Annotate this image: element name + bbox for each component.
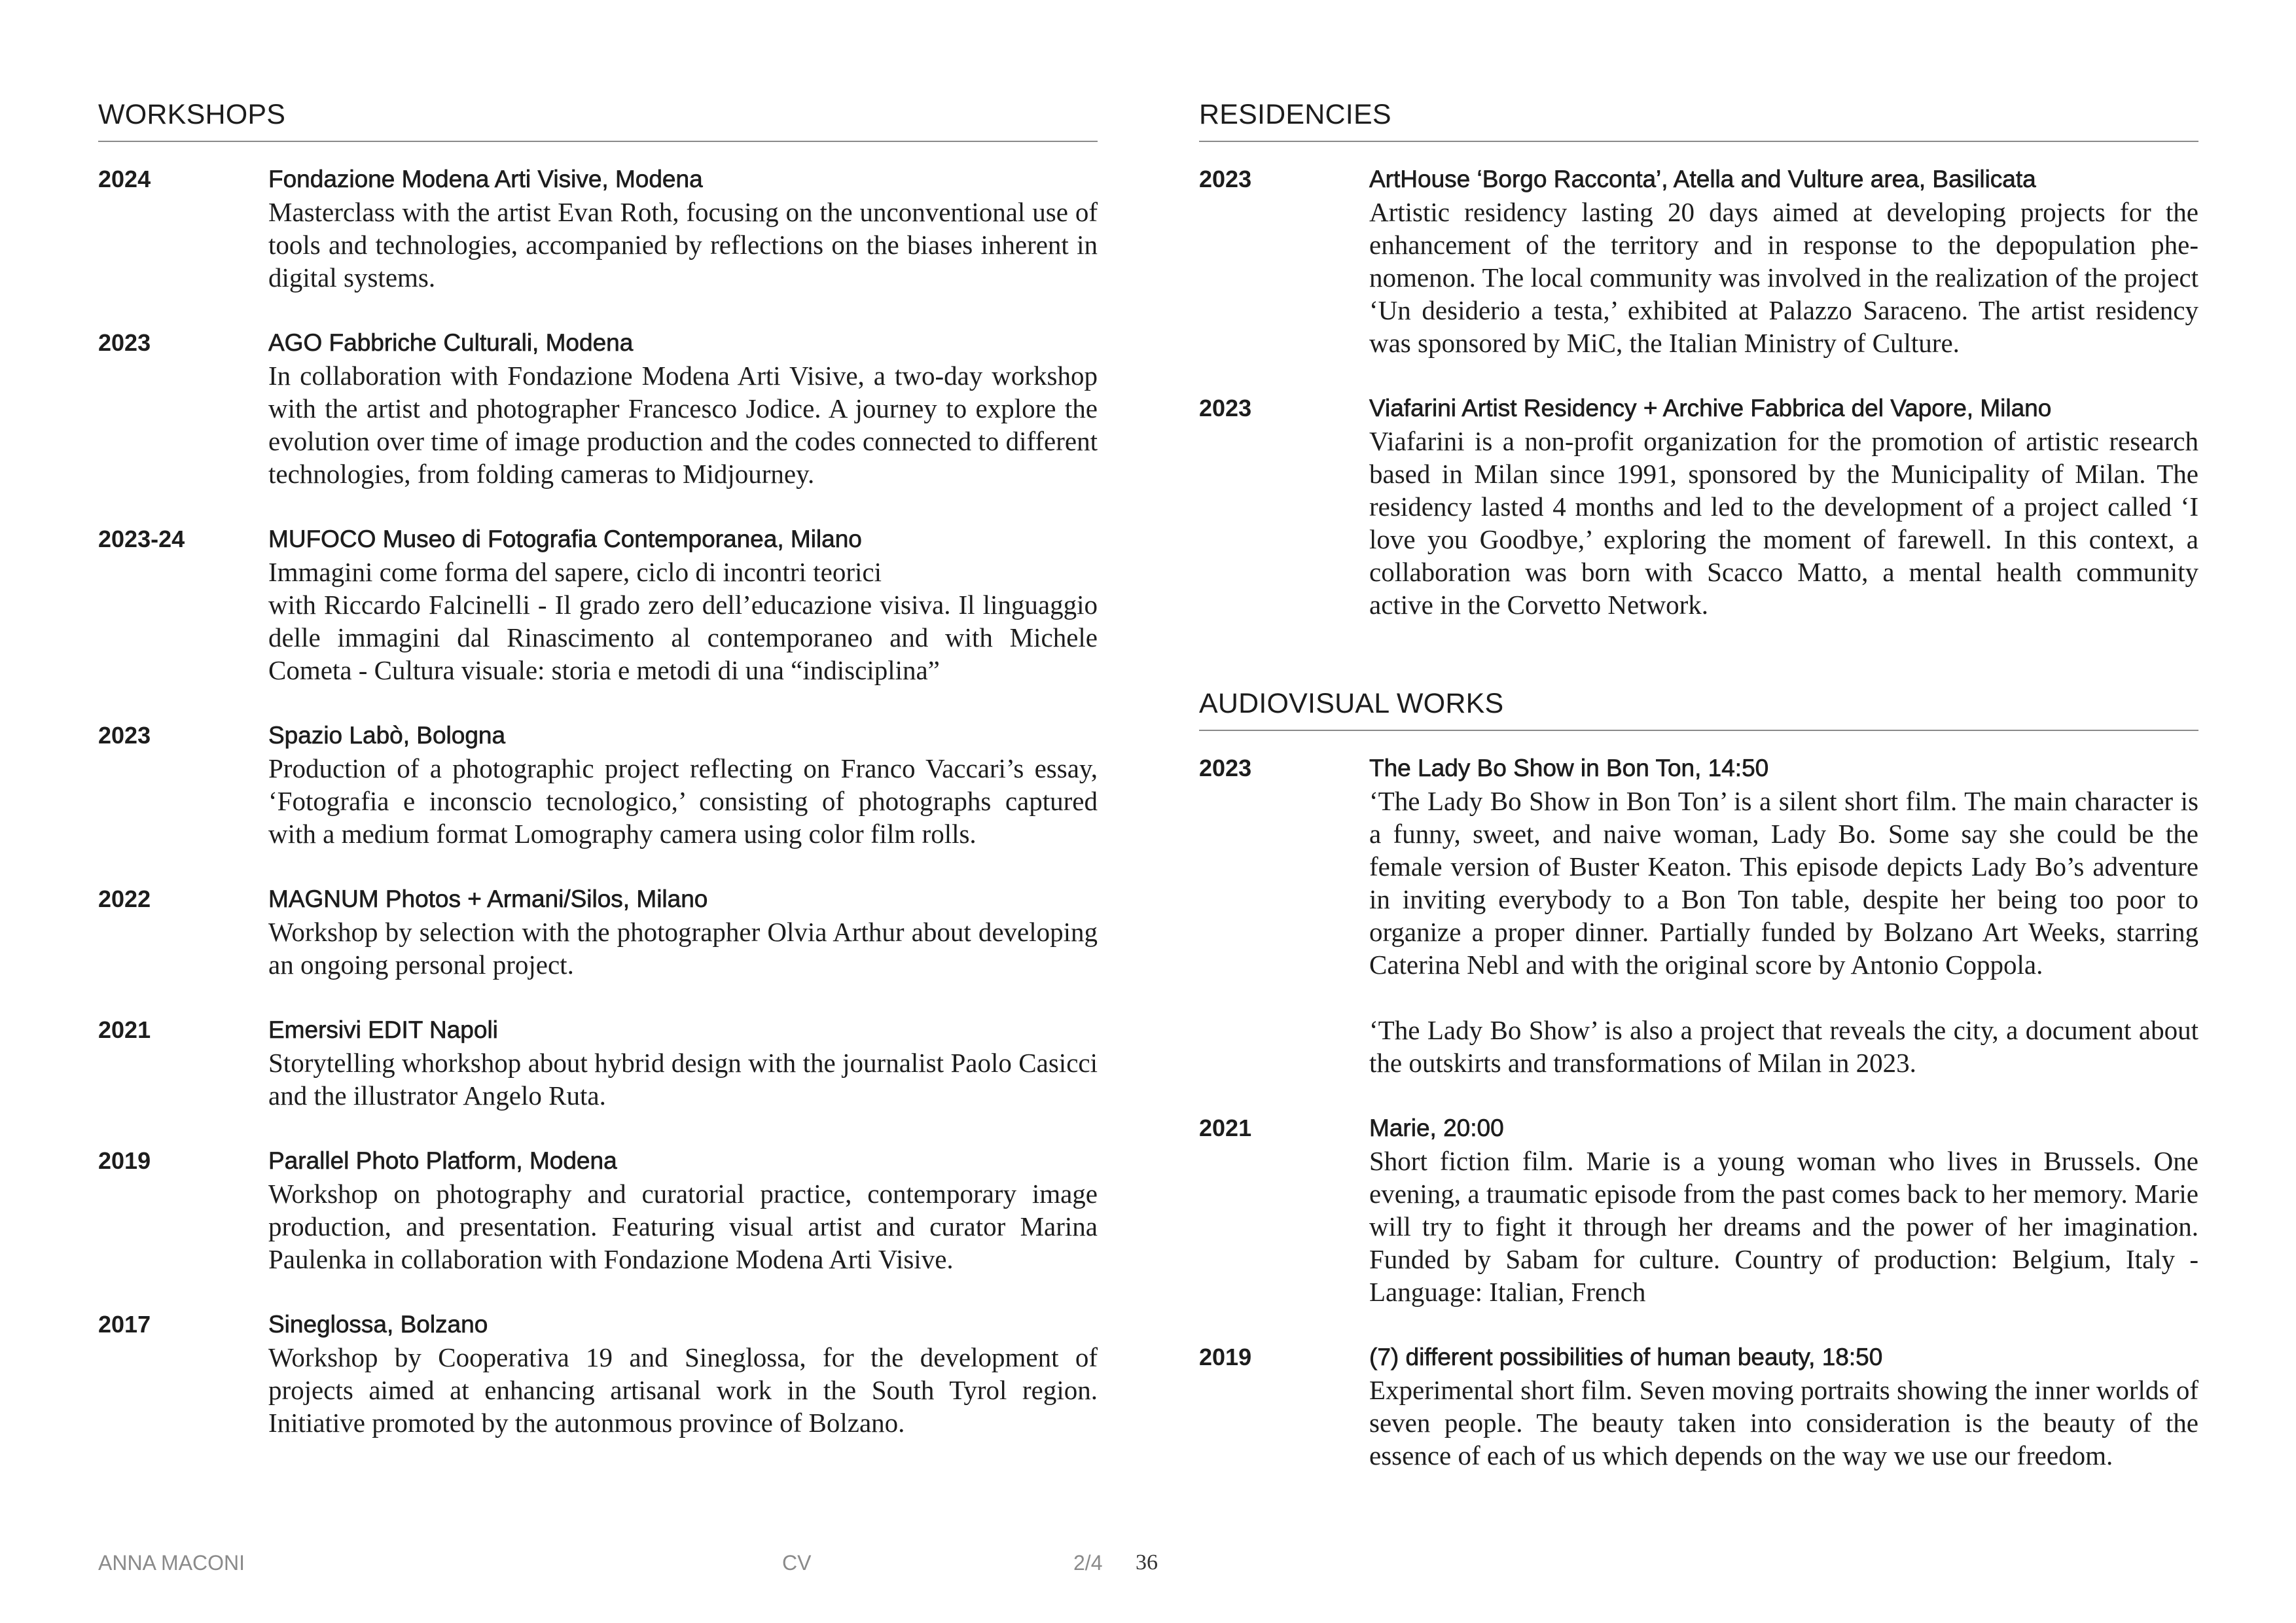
entry-description: Immagini come forma del sapere, ciclo di incontri teorici with Riccardo Falcinelli - Il grado zero dell’educazione visiva. Il linguaggio delle immagini dal Rinascimento al contemporaneo and with Michele Cometa - Cultura visuale: storia e metodi di una “indisciplina” <box>268 557 1098 685</box>
entry-description: Experimental short film. Seven moving portraits showing the inner worlds of seven people. The beauty taken into consideration is the beauty of the essence of each of us which depends on the way we use our freedom. <box>1369 1375 2198 1471</box>
workshop-entry <box>98 1308 1098 1439</box>
footer-document-label: CV <box>782 1551 812 1575</box>
entry-title: Spazio Labò, Bologna <box>268 722 506 749</box>
entry-description: Workshop by Cooperativa 19 and Sineglossa, for the development of projects aimed at enhancing artisanal work in the South Tyrol region. Initiative promoted by the autonmous province of Bolzano. <box>268 1342 1098 1438</box>
entry-description: Masterclass with the artist Evan Roth, focusing on the unconventional use of tools and technologies, accompanied by reflections on the biases inherent in digital systems. <box>268 197 1098 293</box>
entry-title: Parallel Photo Platform, Modena <box>268 1147 617 1174</box>
entry-year: 2022 <box>98 885 151 912</box>
entry-title: Fondazione Modena Arti Visive, Modena <box>268 166 703 192</box>
workshop-entry <box>98 523 1098 687</box>
audiovisual-entry <box>1199 1112 2198 1308</box>
workshop-entry <box>98 883 1098 981</box>
workshop-entry <box>98 719 1098 850</box>
audiovisual-section <box>1199 687 2198 1505</box>
entry-description: Short fiction film. Marie is a young woman who lives in Brussels. One evening, a traumatic episode from the past comes back to her memory. Marie will try to fight it through her dreams and the power of her imagination. Funded by Sabam for culture. Country of production: Belgium, Italy - Language: Italian, French <box>1369 1146 2198 1307</box>
workshop-entry <box>98 1014 1098 1112</box>
entry-title: MAGNUM Photos + Armani/Silos, Milano <box>268 885 708 912</box>
entry-title: Marie, 20:00 <box>1369 1115 1504 1141</box>
workshop-entry <box>98 163 1098 294</box>
entry-description: Artistic residency lasting 20 days aimed at developing projects for the enhancement of the territory and in response to the depopulation phenomenon. The local community was involved in the realization of the project ‘Un desiderio a testa,’ exhibited at Palazzo Saraceno. The artist residency was sponsored by MiC, the Italian Ministry of Culture. <box>1369 197 2198 358</box>
workshop-entry <box>98 1145 1098 1275</box>
entry-description: Workshop on photography and curatorial practice, contemporary image production, and presentation. Featuring visual artist and curator Marina Paulenka in collaboration with Fondazione Modena Arti Visive. <box>268 1179 1098 1274</box>
entry-year: 2021 <box>1199 1115 1252 1141</box>
entry-description: Viafarini is a non-profit organization for the promotion of artistic research based in Milan since 1991, sponsored by the Municipality of Milan. The residency lasted 4 months and led to the development of a project called ‘I love you Goodbye,’ exploring the moment of farewell. In this context, a collaboration was born with Scacco Matto, a mental health community active in the Corvetto Network. <box>1369 426 2198 620</box>
audiovisual-heading: AUDIOVISUAL WORKS <box>1199 687 2198 731</box>
entry-year: 2023-24 <box>98 526 185 552</box>
entry-year: 2019 <box>98 1147 151 1174</box>
residencies-heading: RESIDENCIES <box>1199 98 2198 142</box>
entry-description: Workshop by selection with the photographer Olvia Arthur about developing an ongoing personal project. <box>268 917 1098 980</box>
residency-entry <box>1199 163 2198 359</box>
entry-year: 2024 <box>98 166 151 192</box>
residencies-list <box>1199 163 2198 621</box>
entry-title: The Lady Bo Show in Bon Ton, 14:50 <box>1369 755 1769 781</box>
entry-description: ‘The Lady Bo Show in Bon Ton’ is a silent short film. The main character is a funny, sweet, and naive woman, Lady Bo. Some say she could be the female version of Buster Keaton. This episode depicts Lady Bo’s adventure in inviting everybody to a Bon Ton table, despite her being too poor to organize a proper dinner. Partially funded by Bolzano Art Weeks, starring Caterina Nebl and with the original score by Antonio Coppola. <box>1369 786 2198 980</box>
residency-entry <box>1199 392 2198 621</box>
entry-title: MUFOCO Museo di Fotografia Contemporanea, Milano <box>268 526 862 552</box>
entry-description: Storytelling whorkshop about hybrid design with the journalist Paolo Casicci and the illustrator Angelo Ruta. <box>268 1048 1098 1111</box>
audiovisual-list <box>1199 752 2198 1472</box>
entry-description-extra: ‘The Lady Bo Show’ is also a project that reveals the city, a document about the outskirts and transformations of Milan in 2023. <box>1369 1015 2198 1078</box>
entry-title: ArtHouse ‘Borgo Racconta’, Atella and Vulture area, Basilicata <box>1369 166 2036 192</box>
entry-year: 2023 <box>1199 395 1252 421</box>
audiovisual-entry <box>1199 752 2198 1079</box>
entry-title: AGO Fabbriche Culturali, Modena <box>268 329 634 356</box>
entry-year: 2023 <box>1199 166 1252 192</box>
entry-title: Emersivi EDIT Napoli <box>268 1016 498 1043</box>
entry-title: Sineglossa, Bolzano <box>268 1311 488 1338</box>
page-number: 36 <box>1136 1550 1158 1575</box>
footer-author-name: ANNA MACONI <box>98 1551 245 1575</box>
workshop-entry <box>98 327 1098 490</box>
entry-description: Production of a photographic project reflecting on Franco Vaccari’s essay, ‘Fotografia e inconscio tecnologico,’ consisting of photographs captured with a medium format Lomography camera using color film rolls. <box>268 753 1098 849</box>
entry-year: 2021 <box>98 1016 151 1043</box>
footer-page-of: 2/4 <box>1073 1551 1103 1575</box>
entry-year: 2017 <box>98 1311 151 1338</box>
workshops-heading: WORKSHOPS <box>98 98 1098 142</box>
residencies-section <box>1199 98 2198 654</box>
audiovisual-entry <box>1199 1341 2198 1472</box>
entry-year: 2019 <box>1199 1344 1252 1370</box>
entry-title: (7) different possibilities of human beauty, 18:50 <box>1369 1344 1883 1370</box>
entry-description: In collaboration with Fondazione Modena Arti Visive, a two-day workshop with the artist and photographer Francesco Jodice. A journey to explore the evolution over time of image production and the codes connected to different technologies, from folding cameras to Midjourney. <box>268 361 1098 489</box>
entry-year: 2023 <box>1199 755 1252 781</box>
entry-title: Viafarini Artist Residency + Archive Fabbrica del Vapore, Milano <box>1369 395 2052 421</box>
entry-year: 2023 <box>98 329 151 356</box>
entry-year: 2023 <box>98 722 151 749</box>
workshops-section <box>98 98 1098 1472</box>
workshops-list <box>98 163 1098 1439</box>
